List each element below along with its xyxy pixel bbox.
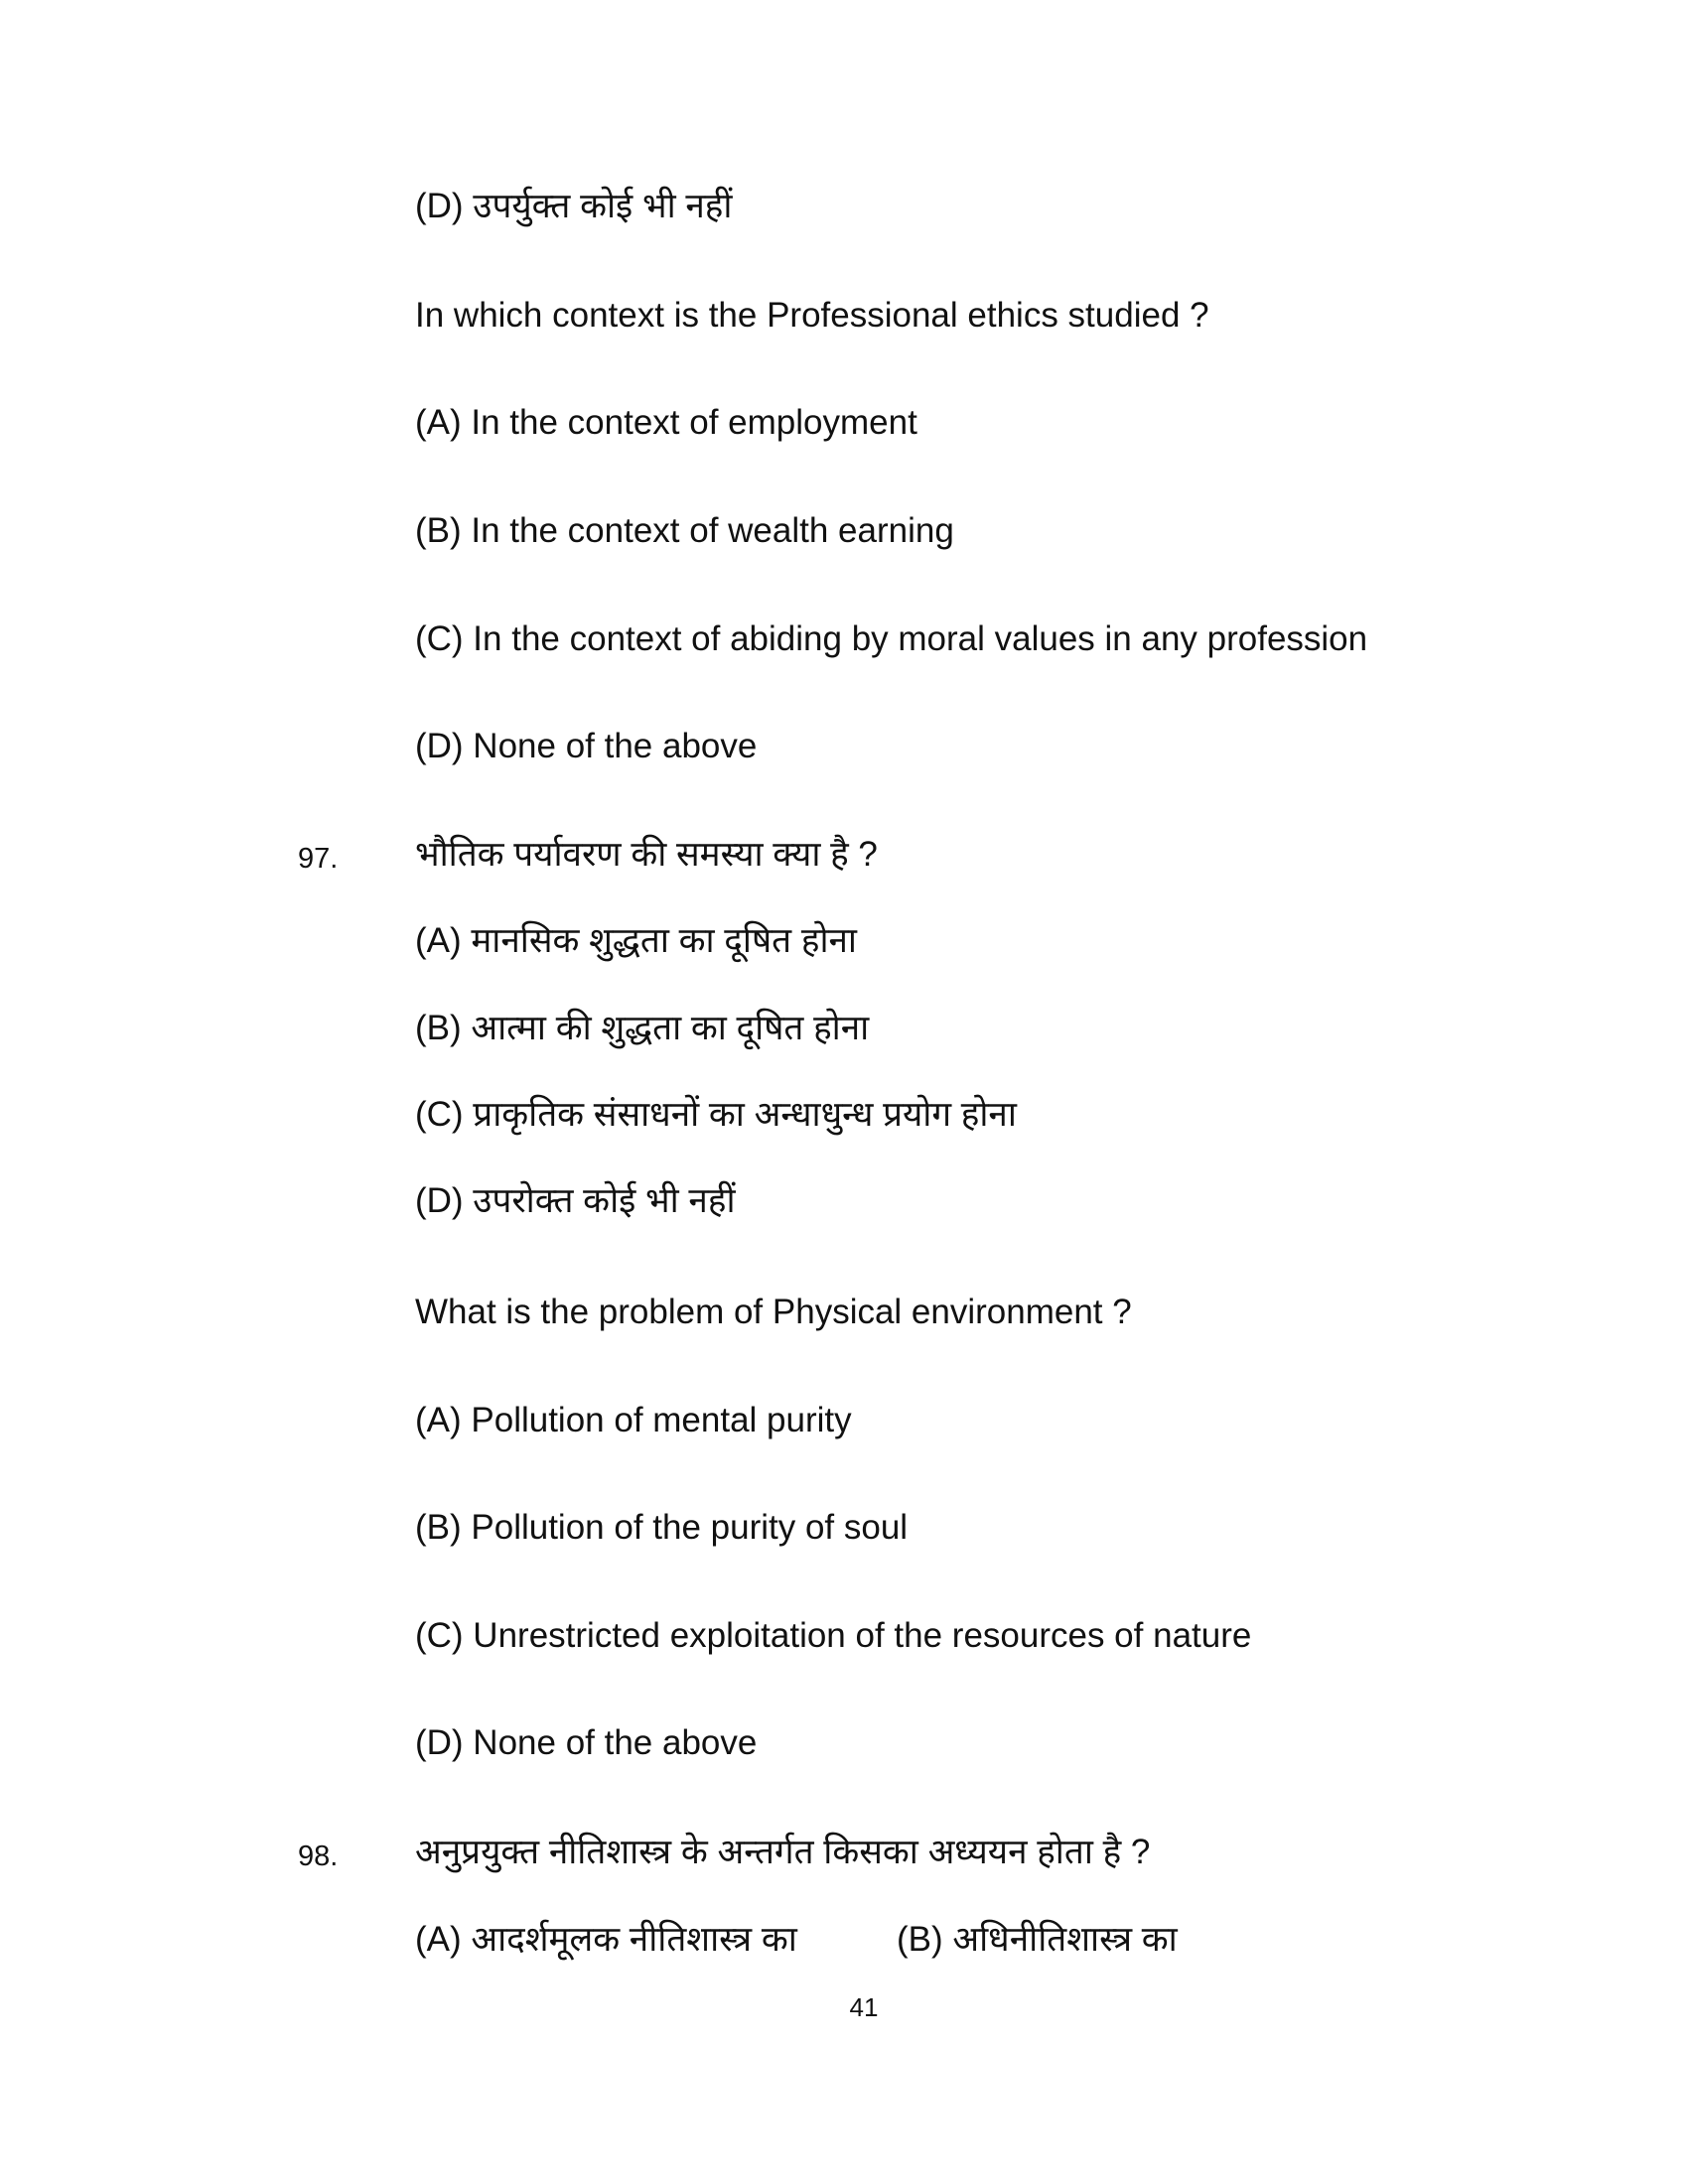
q97-en-option-b: (B) Pollution of the purity of soul xyxy=(415,1508,909,1547)
q97-en-option-d: (D) None of the above xyxy=(415,1723,758,1762)
q98-number: 98. xyxy=(298,1841,339,1872)
q96-hi-option-d: (D) उपर्युक्त कोई भी नहीं xyxy=(415,187,733,225)
q96-en-option-c: (C) In the context of abiding by moral values in any profession xyxy=(415,619,1368,658)
q96-en-option-a: (A) In the context of employment xyxy=(415,403,917,442)
q97-hi-option-c: (C) प्राकृतिक संसाधनों का अन्धाधुन्ध प्रयोग होना xyxy=(415,1095,1017,1134)
q97-hi-option-d: (D) उपरोक्त कोई भी नहीं xyxy=(415,1181,736,1220)
q97-hi-option-b: (B) आत्मा की शुद्धता का दूषित होना xyxy=(415,1009,870,1047)
q98-hi-option-a: (A) आदर्शमूलक नीतिशास्त्र का xyxy=(415,1920,797,1959)
q96-en-question: In which context is the Professional ethics studied ? xyxy=(415,296,1209,335)
q96-en-option-b: (B) In the context of wealth earning xyxy=(415,511,954,550)
q97-number: 97. xyxy=(298,843,339,875)
q98-hi-option-b: (B) अधिनीतिशास्त्र का xyxy=(897,1920,1178,1959)
q97-en-option-c: (C) Unrestricted exploitation of the resources of nature xyxy=(415,1616,1252,1655)
q97-hi-question: भौतिक पर्यावरण की समस्या क्या है ? xyxy=(415,835,878,874)
q97-en-option-a: (A) Pollution of mental purity xyxy=(415,1401,852,1439)
q97-hi-option-a: (A) मानसिक शुद्धता का दूषित होना xyxy=(415,921,857,960)
q96-en-option-d: (D) None of the above xyxy=(415,727,758,765)
q98-hi-question: अनुप्रयुक्त नीतिशास्त्र के अन्तर्गत किसका अध्ययन होता है ? xyxy=(415,1833,1151,1871)
page-number: 41 xyxy=(849,1992,879,2022)
q97-en-question: What is the problem of Physical environment ? xyxy=(415,1293,1132,1331)
